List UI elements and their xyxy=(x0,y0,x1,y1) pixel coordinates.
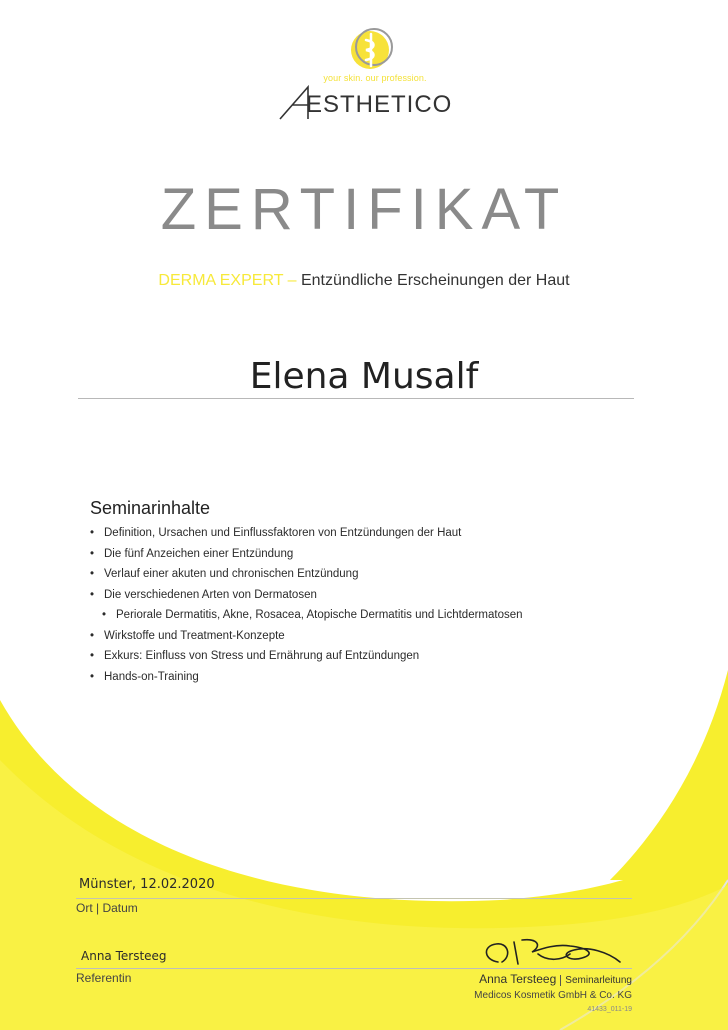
topic-item xyxy=(90,646,610,667)
topic-item xyxy=(90,626,610,647)
topic-list xyxy=(90,523,610,687)
bullet-icon: • xyxy=(90,670,95,683)
bullet-icon: • xyxy=(102,609,107,621)
topic-item xyxy=(90,544,610,565)
topic-item xyxy=(90,523,610,544)
topic-text: Exkurs: Einfluss von Stress und Ernährung auf Entzündungen xyxy=(104,650,420,662)
recipient-name: Elena Musalf xyxy=(249,356,479,397)
course-program-name: DERMA EXPERT – xyxy=(158,272,297,289)
course-subtitle xyxy=(0,272,728,290)
handwritten-signature-icon xyxy=(478,932,628,976)
bullet-icon: • xyxy=(90,588,95,601)
document-code: 41433_011-19 xyxy=(587,1006,632,1013)
brand-wordmark xyxy=(278,83,478,123)
bullet-icon: • xyxy=(90,629,95,642)
signer-block xyxy=(470,972,632,986)
bullet-icon: • xyxy=(90,527,95,539)
brand-name: ESTHETICO xyxy=(306,91,453,118)
course-topic: Entzündliche Erscheinungen der Haut xyxy=(296,272,570,289)
place-date-line xyxy=(76,898,632,899)
topic-text: Wirkstoffe und Treatment-Konzepte xyxy=(104,629,285,642)
topic-text: Verlauf einer akuten und chronischen Entzündung xyxy=(104,568,359,580)
topic-text: Definition, Ursachen und Einflussfaktoren von Entzündungen der Haut xyxy=(104,527,462,539)
topic-item xyxy=(90,564,610,585)
signer-name: Anna Tersteeg xyxy=(479,972,557,986)
topic-item xyxy=(90,585,610,606)
topic-text: Die verschiedenen Arten von Dermatosen xyxy=(104,588,317,601)
topic-text: Periorale Dermatitis, Akne, Rosacea, Atopische Dermatitis und Lichtdermatosen xyxy=(116,609,523,621)
topic-item xyxy=(90,667,610,688)
brand-tagline: your skin. our profession. xyxy=(323,73,427,83)
topic-item xyxy=(90,605,610,626)
topic-text: Die fünf Anzeichen einer Entzündung xyxy=(104,547,294,560)
company-name: Medicos Kosmetik GmbH & Co. KG xyxy=(474,990,632,1001)
certificate-title: ZERTIFIKAT xyxy=(160,177,568,242)
place-date-value: Münster, 12.02.2020 xyxy=(79,877,215,892)
instructor-name: Anna Tersteeg xyxy=(81,949,167,963)
bullet-icon: • xyxy=(90,650,95,662)
signer-role: Seminarleitung xyxy=(560,975,632,986)
recipient-underline xyxy=(78,398,634,399)
bullet-icon: • xyxy=(90,568,95,580)
section-heading: Seminarinhalte xyxy=(90,498,211,518)
place-date-caption: Ort | Datum xyxy=(76,901,138,915)
bullet-icon: • xyxy=(90,547,95,560)
instructor-caption: Referentin xyxy=(76,971,132,985)
topic-text: Hands-on-Training xyxy=(104,670,199,683)
